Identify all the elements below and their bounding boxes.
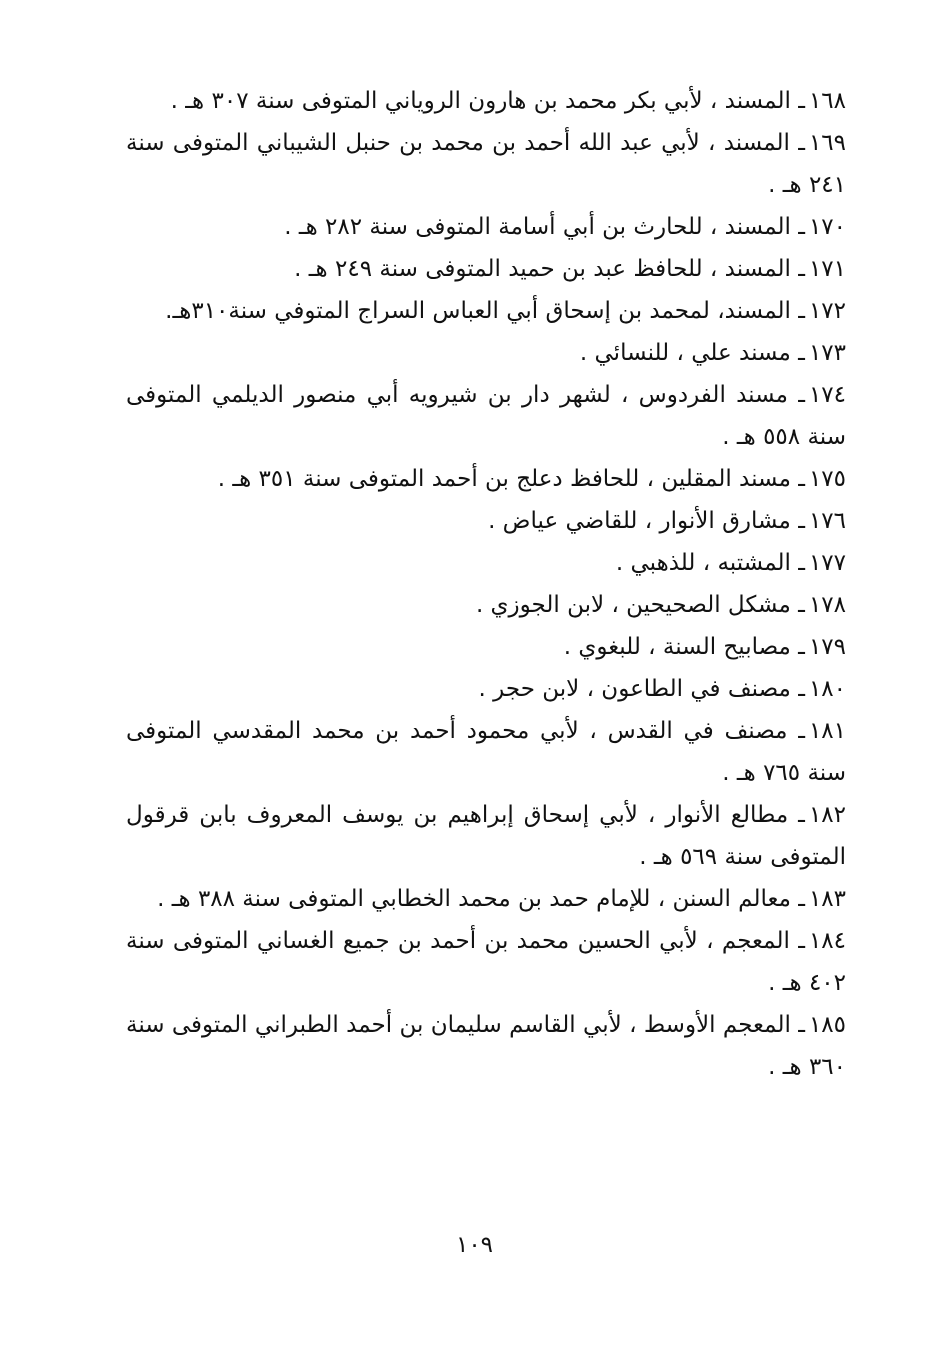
entry-183 (126, 878, 846, 920)
entry-number: ١٨٠ (808, 676, 846, 702)
entry-text: ـ المسند، لمحمد بن إسحاق أبي العباس السراج المتوفي سنة٣١٠هـ. (165, 298, 805, 324)
entry-172 (126, 290, 846, 332)
entry-179 (126, 626, 846, 668)
entry-text: ـ مصنف في الطاعون ، لابن حجر . (478, 676, 805, 702)
entry-text: ـ مشارق الأنوار ، للقاضي عياض . (488, 508, 805, 534)
entry-185 (126, 1004, 846, 1088)
entry-number: ١٧٢ (808, 298, 846, 324)
entry-text: ـ مصنف في القدس ، لأبي محمود أحمد بن محمد المقدسي المتوفى سنة ٧٦٥ هـ . (126, 718, 846, 786)
entry-text: ـ المشتبه ، للذهبي . (615, 550, 805, 576)
entry-text: ـ المسند ، للحافظ عبد بن حميد المتوفى سنة ٢٤٩ هـ . (294, 256, 805, 282)
entry-number: ١٧١ (808, 256, 846, 282)
entry-184 (126, 920, 846, 1004)
entry-178 (126, 584, 846, 626)
entry-number: ١٧٤ (808, 382, 846, 408)
entry-number: ١٧٧ (808, 550, 846, 576)
entry-text: ـ المسند ، لأبي بكر محمد بن هارون الروياني المتوفى سنة ٣٠٧ هـ . (170, 88, 805, 114)
entry-text: ـ مسند الفردوس ، لشهر دار بن شيرويه أبي منصور الديلمي المتوفى سنة ٥٥٨ هـ . (126, 382, 846, 450)
entry-176 (126, 500, 846, 542)
entry-text: ـ مسند علي ، للنسائي . (579, 340, 805, 366)
entry-170 (126, 206, 846, 248)
entry-text: ـ المسند ، للحارث بن أبي أسامة المتوفى سنة ٢٨٢ هـ . (284, 214, 805, 240)
entry-181 (126, 710, 846, 794)
page-number: ١٠٩ (455, 1232, 494, 1258)
entry-text: ـ مسند المقلين ، للحافظ دعلج بن أحمد المتوفى سنة ٣٥١ هـ . (217, 466, 805, 492)
entry-text: ـ مطالع الأنوار ، لأبي إسحاق إبراهيم بن يوسف المعروف بابن قرقول المتوفى سنة ٥٦٩ هـ . (126, 802, 846, 870)
entry-173 (126, 332, 846, 374)
entry-number: ١٨٢ (808, 802, 846, 828)
entry-175 (126, 458, 846, 500)
entry-number: ١٧٩ (808, 634, 846, 660)
entry-171 (126, 248, 846, 290)
entry-number: ١٧٠ (808, 214, 846, 240)
entry-number: ١٨١ (808, 718, 846, 744)
entry-number: ١٨٤ (808, 928, 846, 954)
entry-number: ١٦٩ (808, 130, 846, 156)
entry-number: ١٨٥ (808, 1012, 846, 1038)
entry-177 (126, 542, 846, 584)
entry-number: ١٨٣ (808, 886, 846, 912)
entry-text: ـ مشكل الصحيحين ، لابن الجوزي . (475, 592, 805, 618)
entry-number: ١٧٣ (808, 340, 846, 366)
entry-180 (126, 668, 846, 710)
entry-number: ١٧٦ (808, 508, 846, 534)
bibliography-list (126, 80, 846, 1088)
entry-number: ١٧٨ (808, 592, 846, 618)
entry-text: ـ المعجم الأوسط ، لأبي القاسم سليمان بن أحمد الطبراني المتوفى سنة ٣٦٠ هـ . (126, 1012, 846, 1080)
entry-168 (126, 80, 846, 122)
entry-text: ـ المسند ، لأبي عبد الله أحمد بن محمد بن حنبل الشيباني المتوفى سنة ٢٤١ هـ . (126, 130, 846, 198)
entry-text: ـ المعجم ، لأبي الحسين محمد بن أحمد بن جميع الغساني المتوفى سنة ٤٠٢ هـ . (126, 928, 846, 996)
entry-text: ـ مصابيح السنة ، للبغوي . (563, 634, 805, 660)
entry-169 (126, 122, 846, 206)
entry-number: ١٧٥ (808, 466, 846, 492)
entry-text: ـ معالم السنن ، للإمام حمد بن محمد الخطابي المتوفى سنة ٣٨٨ هـ . (157, 886, 805, 912)
entry-number: ١٦٨ (808, 88, 846, 114)
entry-182 (126, 794, 846, 878)
entry-174 (126, 374, 846, 458)
